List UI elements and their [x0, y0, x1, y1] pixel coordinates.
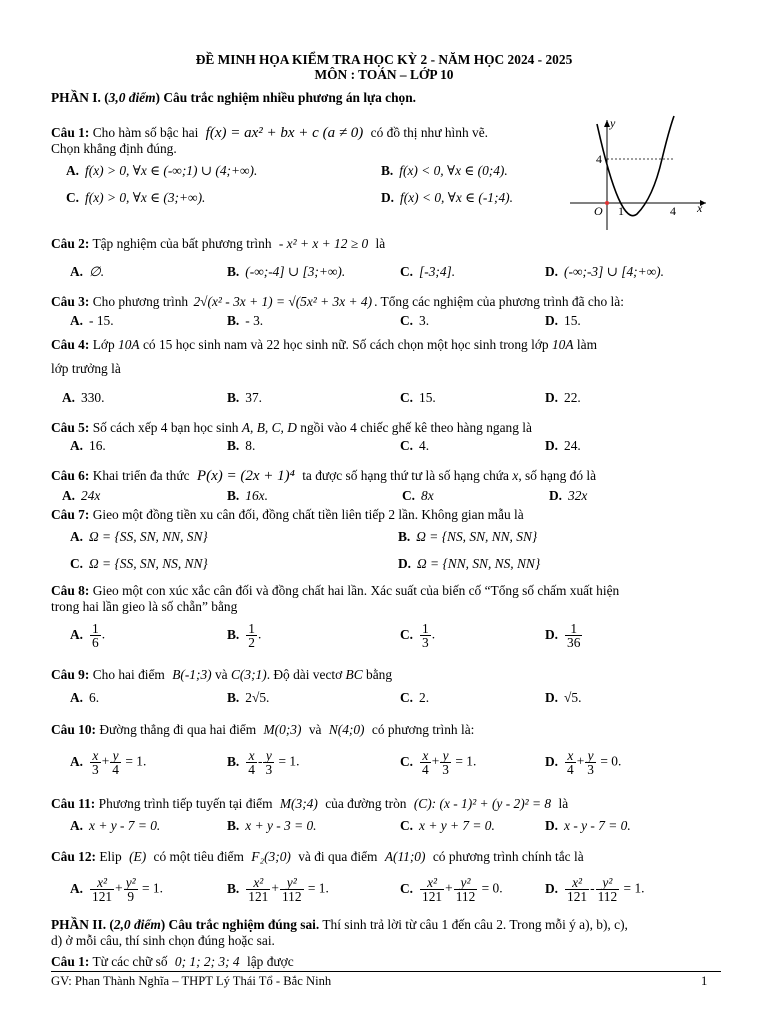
- q10-option-d[interactable]: D. $\frac{x}{4}$ + $\frac{y}{3}$ = 0.: [545, 748, 622, 777]
- footer-teacher: GV: Phan Thành Nghĩa – THPT Lý Thái Tổ - Bắc Ninh: [51, 974, 332, 988]
- q12-option-c[interactable]: C. $\frac{\text{x²}}{121}$ + $\frac{\text{y²}}{112}$ = 0.: [400, 875, 503, 904]
- q12-option-a[interactable]: A. $\frac{\text{x²}}{121}$ + $\frac{\text{y²}}{9}$ = 1.: [70, 875, 163, 904]
- question-3: Câu 3: Cho phương trình 2√(x² - 3x + 1) = √(5x² + 3x + 4) . Tổng các nghiệm của phương trình đã cho là:: [51, 294, 624, 309]
- parabola-curve: [597, 116, 674, 216]
- q9-option-b[interactable]: B. 2√5.: [227, 690, 270, 705]
- x-tick-4: 4: [670, 204, 676, 218]
- q7-option-d[interactable]: D. Ω = {NN, SN, NS, NN}: [398, 556, 541, 571]
- q9-option-a[interactable]: A. 6.: [70, 690, 100, 705]
- q11-option-c[interactable]: C. x + y + 7 = 0.: [400, 818, 495, 833]
- q8-option-a[interactable]: A. $\frac{1}{6}$ .: [70, 621, 106, 650]
- q10-option-c[interactable]: C. $\frac{x}{4}$ + $\frac{y}{3}$ = 1.: [400, 748, 477, 777]
- part2-question-1: Câu 1: Từ các chữ số 0; 1; 2; 3; 4 lập được: [51, 954, 294, 969]
- question-1: Câu 1: Cho hàm số bậc hai f(x) = ax² + bx + c (a ≠ 0) có đồ thị như hình vẽ.: [51, 125, 489, 141]
- q6-option-d[interactable]: D. 32x: [549, 488, 588, 503]
- q2-option-c[interactable]: C. [-3;4].: [400, 264, 456, 279]
- q5-option-d[interactable]: D. 24.: [545, 438, 581, 453]
- q3-option-c[interactable]: C. 3.: [400, 313, 430, 328]
- part2-heading: PHẦN II. (2,0 điểm) Câu trắc nghiệm đúng sai. Thí sinh trả lời từ câu 1 đến câu 2. Trong mỗi ý a), b), c),: [51, 917, 628, 932]
- q1-option-d[interactable]: D. f(x) < 0, ∀x ∈ (-1;4).: [381, 190, 513, 205]
- q5-option-c[interactable]: C. 4.: [400, 438, 430, 453]
- q7-option-c[interactable]: C. Ω = {SS, SN, NS, NN}: [70, 556, 208, 571]
- origin-point: [605, 201, 609, 205]
- footer-divider: [51, 971, 721, 972]
- q2-option-b[interactable]: B. (-∞;-4] ∪ [3;+∞).: [227, 264, 346, 279]
- y-axis-label: y: [610, 116, 616, 130]
- q9-option-d[interactable]: D. √5.: [545, 690, 582, 705]
- question-9: Câu 9: Cho hai điểm B(-1;3) và C(3;1). Độ dài vectơ BC bằng: [51, 667, 393, 682]
- question-4: Câu 4: Lớp 10A có 15 học sinh nam và 22 học sinh nữ. Số cách chọn một học sinh trong lớp 10A làm: [51, 337, 597, 352]
- q3-option-d[interactable]: D. 15.: [545, 313, 581, 328]
- q4-option-a[interactable]: A. 330.: [62, 390, 105, 405]
- q5-option-a[interactable]: A. 16.: [70, 438, 106, 453]
- parabola-graph: [566, 112, 716, 234]
- q5-option-b[interactable]: B. 8.: [227, 438, 256, 453]
- exam-subtitle: MÔN : TOÁN – LỚP 10: [314, 67, 454, 82]
- y-tick-4: 4: [596, 152, 602, 166]
- q4-option-b[interactable]: B. 37.: [227, 390, 263, 405]
- q6-option-c[interactable]: C. 8x: [402, 488, 434, 503]
- q11-option-a[interactable]: A. x + y - 7 = 0.: [70, 818, 161, 833]
- q2-option-d[interactable]: D. (-∞;-3] ∪ [4;+∞).: [545, 264, 664, 279]
- x-tick-1: 1: [618, 204, 624, 218]
- question-8-line2: trong hai lần gieo là số chẵn” bằng: [51, 599, 238, 614]
- q8-option-b[interactable]: B. $\frac{1}{2}$ .: [227, 621, 262, 650]
- question-6: Câu 6: Khai triển đa thức P(x) = (2x + 1)⁴ ta được số hạng thứ tư là số hạng chứa x, số hạng đó là: [51, 468, 597, 484]
- q10-option-b[interactable]: B. $\frac{x}{4}$ - $\frac{y}{3}$ = 1.: [227, 748, 300, 777]
- exam-title: ĐỀ MINH HỌA KIỂM TRA HỌC KỲ 2 - NĂM HỌC 2024 - 2025: [195, 52, 573, 67]
- q7-option-b[interactable]: B. Ω = {NS, SN, NN, SN}: [398, 529, 538, 544]
- q6-option-b[interactable]: B. 16x.: [227, 488, 268, 503]
- x-axis-label: x: [697, 201, 703, 215]
- q10-option-a[interactable]: A. $\frac{x}{3}$ + $\frac{y}{4}$ = 1.: [70, 748, 147, 777]
- question-12: Câu 12: Elip (E) có một tiêu điểm F₂(3;0) và đi qua điểm A(11;0) có phương trình chính tắc là: [51, 849, 584, 864]
- q1-option-b[interactable]: B. f(x) < 0, ∀x ∈ (0;4).: [381, 163, 508, 178]
- question-2: Câu 2: Tập nghiệm của bất phương trình - x² + x + 12 ≥ 0 là: [51, 236, 386, 251]
- footer-page-number: 1: [701, 974, 708, 988]
- q6-option-a[interactable]: A. 24x: [62, 488, 101, 503]
- q4-option-c[interactable]: C. 15.: [400, 390, 436, 405]
- q1-option-c[interactable]: C. f(x) > 0, ∀x ∈ (3;+∞).: [66, 190, 206, 205]
- question-5: Câu 5: Số cách xếp 4 bạn học sinh A, B, C, D ngồi vào 4 chiếc ghế kê theo hàng ngang là: [51, 420, 532, 435]
- q11-option-b[interactable]: B. x + y - 3 = 0.: [227, 818, 317, 833]
- q8-option-c[interactable]: C. $\frac{1}{3}$ .: [400, 621, 436, 650]
- question-10: Câu 10: Đường thẳng đi qua hai điểm M(0;3) và N(4;0) có phương trình là:: [51, 722, 475, 737]
- part1-heading: PHẦN I. (3,0 điểm) Câu trắc nghiệm nhiều phương án lựa chọn.: [51, 90, 417, 105]
- q7-option-a[interactable]: A. Ω = {SS, SN, NN, SN}: [70, 529, 208, 544]
- part2-desc: d) ở mỗi câu, thí sinh chọn đúng hoặc sai.: [51, 933, 275, 948]
- q3-option-b[interactable]: B. - 3.: [227, 313, 264, 328]
- q4-option-d[interactable]: D. 22.: [545, 390, 581, 405]
- q3-option-a[interactable]: A. - 15.: [70, 313, 114, 328]
- q8-option-d[interactable]: D. $\frac{1}{36}$: [545, 621, 581, 650]
- origin-label: O: [594, 204, 603, 218]
- question-8: Câu 8: Gieo một con xúc xắc cân đối và đồng chất hai lần. Xác suất của biến cố “Tổng số chấm xuất hiện: [51, 583, 620, 598]
- q12-option-b[interactable]: B. $\frac{\text{x²}}{121}$ + $\frac{\text{y²}}{112}$ = 1.: [227, 875, 329, 904]
- q12-option-d[interactable]: D. $\frac{\text{x²}}{121}$ - $\frac{\text{y²}}{112}$ = 1.: [545, 875, 645, 904]
- q9-option-c[interactable]: C. 2.: [400, 690, 430, 705]
- q2-option-a[interactable]: A. ∅.: [70, 264, 105, 279]
- question-1-line2: Chọn khẳng định đúng.: [51, 141, 177, 156]
- question-11: Câu 11: Phương trình tiếp tuyến tại điểm M(3;4) của đường tròn (C): (x - 1)² + (y - 2)² = 8 là: [51, 796, 569, 811]
- question-7: Câu 7: Gieo một đồng tiền xu cân đối, đồng chất tiền liên tiếp 2 lần. Không gian mẫu là: [51, 507, 524, 522]
- q11-option-d[interactable]: D. x - y - 7 = 0.: [545, 818, 631, 833]
- q1-option-a[interactable]: A. f(x) > 0, ∀x ∈ (-∞;1) ∪ (4;+∞).: [66, 163, 258, 178]
- question-4-line2: lớp trưởng là: [51, 361, 121, 376]
